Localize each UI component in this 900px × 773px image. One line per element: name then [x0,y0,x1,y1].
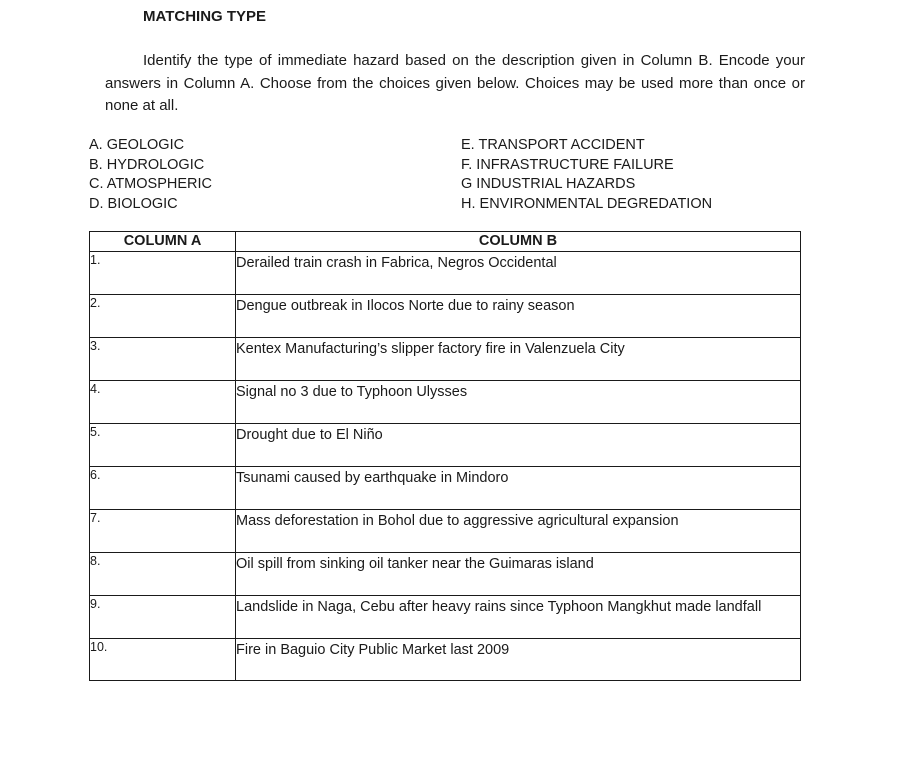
answer-cell[interactable]: 8. [90,553,236,596]
description-cell: Tsunami caused by earthquake in Mindoro [236,467,801,510]
choice-item: A. GEOLOGIC [89,137,185,153]
choice-item: C. ATMOSPHERIC [89,176,212,192]
description-cell: Dengue outbreak in Ilocos Norte due to rainy season [236,295,801,338]
table-row [90,295,801,338]
choices-list-left [89,136,212,214]
description-cell: Landslide in Naga, Cebu after heavy rains since Typhoon Mangkhut made landfall [236,596,801,639]
column-a-header: COLUMN A [90,232,236,252]
answer-cell[interactable]: 10. [90,639,236,681]
page-title: MATCHING TYPE [143,8,267,25]
description-cell: Oil spill from sinking oil tanker near the Guimaras island [236,553,801,596]
table-row [90,338,801,381]
table-row [90,381,801,424]
table-row [90,467,801,510]
answer-cell[interactable]: 9. [90,596,236,639]
answer-cell[interactable]: 6. [90,467,236,510]
answer-cell[interactable]: 2. [90,295,236,338]
table-row [90,553,801,596]
description-cell: Drought due to El Niño [236,424,801,467]
table-header-row [90,232,801,252]
description-cell: Mass deforestation in Bohol due to aggressive agricultural expansion [236,510,801,553]
description-cell: Fire in Baguio City Public Market last 2009 [236,639,801,681]
table-row [90,252,801,295]
answer-cell[interactable]: 5. [90,424,236,467]
answer-cell[interactable]: 3. [90,338,236,381]
choices-list-right [461,136,712,214]
table-row [90,596,801,639]
choice-item: B. HYDROLOGIC [89,156,205,173]
answer-cell[interactable]: 7. [90,510,236,553]
choice-item: H. ENVIRONMENTAL DEGREDATION [461,195,713,212]
description-cell: Kentex Manufacturing’s slipper factory fire in Valenzuela City [236,338,801,381]
matching-table [89,231,801,681]
choice-item: G INDUSTRIAL HAZARDS [461,176,636,192]
answer-cell[interactable]: 4. [90,381,236,424]
answer-cell[interactable]: 1. [90,252,236,295]
choice-item: D. BIOLOGIC [89,195,178,212]
column-b-header: COLUMN B [236,232,801,252]
description-cell: Signal no 3 due to Typhoon Ulysses [236,381,801,424]
table-row [90,639,801,681]
choice-item: E. TRANSPORT ACCIDENT [461,137,645,153]
table-row [90,424,801,467]
choice-item: F. INFRASTRUCTURE FAILURE [461,156,674,173]
table-row [90,510,801,553]
instructions-paragraph: Identify the type of immediate hazard based on the description given in Column B. Encode your answers in Column A. Choose from the choices given below. Choices may be used more than once or none at all. [105,52,805,114]
description-cell: Derailed train crash in Fabrica, Negros Occidental [236,252,801,295]
